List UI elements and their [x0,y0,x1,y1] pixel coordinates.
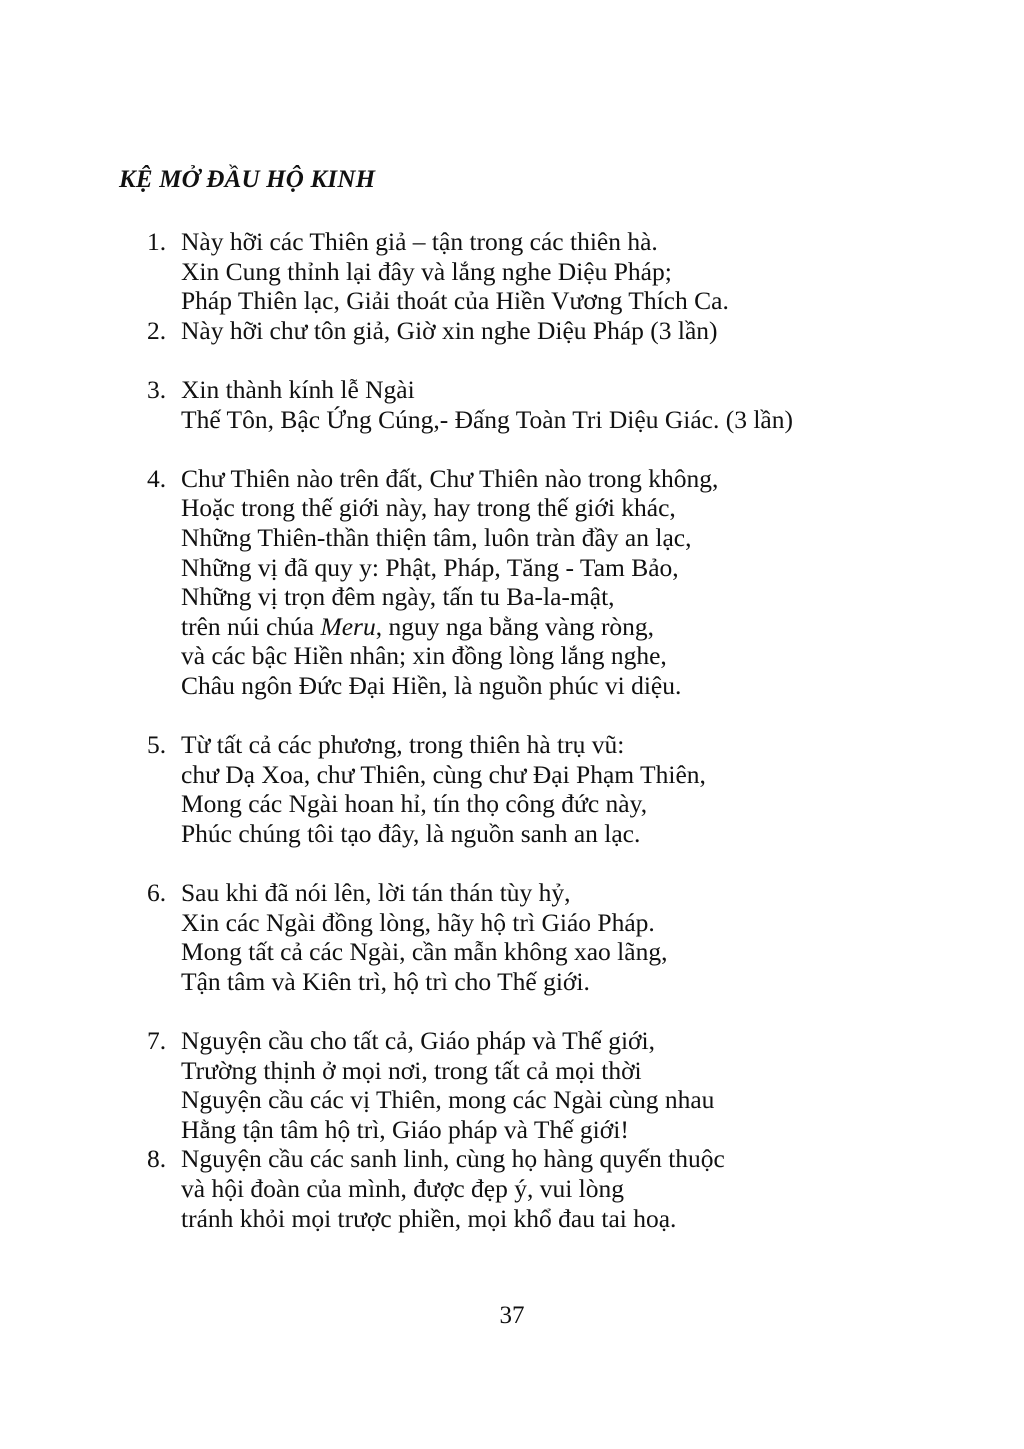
verse-line: 6. Sau khi đã nói lên, lời tán thán tùy hỷ, [147,878,571,908]
verse-7 [147,1026,927,1144]
verse-line: Phúc chúng tôi tạo đây, là nguồn sanh an lạc. [181,818,641,848]
verse-5 [147,730,927,848]
verse-number: 5. [147,730,167,760]
verse-2 [147,316,927,346]
verse-1 [147,227,927,316]
verse-line: Những vị đã quy y: Phật, Pháp, Tăng - Tam Bảo, [181,552,679,582]
verse-line: 2. Này hỡi chư tôn giả, Giờ xin nghe Diệu Pháp (3 lần) [147,315,718,345]
italic-word-meru: Meru [320,611,376,641]
verse-line: Hằng tận tâm hộ trì, Giáo pháp và Thế giới! [181,1114,629,1144]
verse-8 [147,1144,927,1233]
verse-6 [147,878,927,996]
verse-4 [147,464,927,701]
verse-line: tránh khỏi mọi trược phiền, mọi khổ đau tai hoạ. [181,1203,677,1233]
verse-number: 1. [147,227,167,256]
verse-line: Những vị trọn đêm ngày, tấn tu Ba-la-mật, [181,582,615,612]
verse-line: Tận tâm và Kiên trì, hộ trì cho Thế giới. [181,966,590,996]
verse-line: 3. Xin thành kính lễ Ngài [147,374,415,404]
verse-line: Châu ngôn Đức Đại Hiền, là nguồn phúc vi diệu. [181,670,682,700]
verse-line: Mong tất cả các Ngài, cần mẫn không xao lãng, [181,937,668,967]
verse-line: Những Thiên-thần thiện tâm, luôn tràn đầy an lạc, [181,522,692,552]
verse-line: và các bậc Hiền nhân; xin đồng lòng lắng nghe, [181,641,667,671]
verse-number: 7. [147,1026,167,1056]
verse-number: 3. [147,374,167,404]
verse-number: 2. [147,315,167,345]
verse-line: 7. Nguyện cầu cho tất cả, Giáo pháp và Thế giới, [147,1026,655,1056]
verse-number: 4. [147,463,167,493]
verse-line: 8. Nguyện cầu các sanh linh, cùng họ hàng quyến thuộc [147,1144,725,1174]
verse-line: Thế Tôn, Bậc Ứng Cúng,- Đấng Toàn Tri Diệu Giác. (3 lần) [181,404,793,434]
verse-line: Pháp Thiên lạc, Giải thoát của Hiền Vương Thích Ca. [181,286,729,316]
verse-line: Mong các Ngài hoan hỉ, tín thọ công đức này, [181,789,648,819]
verse-number: 6. [147,878,167,908]
verse-line: và hội đoàn của mình, được đẹp ý, vui lòng [181,1174,625,1203]
verse-line: Trường thịnh ở mọi nơi, trong tất cả mọi thời [181,1055,642,1085]
verse-line: chư Dạ Xoa, chư Thiên, cùng chư Đại Phạm Thiên, [181,759,706,789]
verse-line: 4. Chư Thiên nào trên đất, Chư Thiên nào trong không, [147,463,719,493]
verse-3 [147,375,927,434]
verse-line: 1. Này hỡi các Thiên giả – tận trong các thiên hà. [147,227,658,256]
verse-number: 8. [147,1144,167,1174]
page-number: 37 [499,1302,525,1329]
verse-line: Xin các Ngài đồng lòng, hãy hộ trì Giáo Pháp. [181,907,655,937]
verse-line: 5. Từ tất cả các phương, trong thiên hà trụ vũ: [147,730,625,760]
verse-line: Hoặc trong thế giới này, hay trong thế giới khác, [181,493,676,523]
verse-line: Nguyện cầu các vị Thiên, mong các Ngài cùng nhau [181,1085,715,1115]
verse-line: trên núi chúa Meru, nguy nga bằng vàng ròng, [181,611,655,641]
verse-list [147,227,927,1233]
page-title: KỆ MỞ ĐẦU HỘ KINH [119,166,376,193]
verse-line: Xin Cung thỉnh lại đây và lắng nghe Diệu Pháp; [181,256,672,286]
